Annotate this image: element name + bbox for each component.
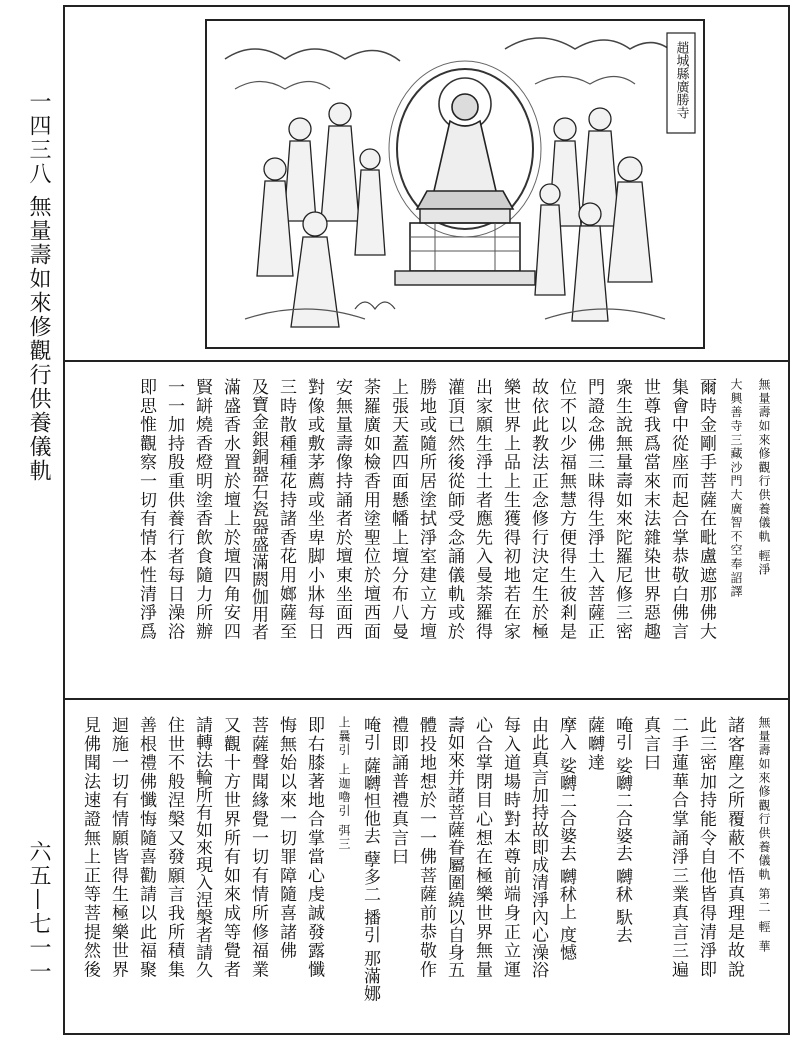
text-column: 由此真言加持故即成清淨內心澡浴: [528, 716, 548, 979]
volume-page-label: [18, 90, 58, 483]
text-column: 安無量壽像持誦者於壇東坐面西: [332, 378, 352, 642]
text-column: 善根禮佛懺悔隨喜勸請以此福聚: [136, 716, 156, 980]
text-column: 又觀十方世界所有如來成等覺者: [220, 716, 240, 980]
text-column: 即右膝著地合掌當心虔誠發露懺: [304, 716, 324, 980]
text-column: 滿盛香水置於壇上於壇四角安四: [220, 378, 240, 642]
text-column: 每入道場時對本尊前端身正立運: [500, 716, 520, 980]
text-column: 悔無始以來一切罪障隨喜諸佛: [276, 716, 296, 961]
volume-title-text: 一四三八 無量壽如來修觀行供養儀軌: [26, 90, 51, 483]
text-column: 禮即誦普禮真言曰: [388, 716, 408, 867]
text-column: 無量壽如來修觀行供養儀軌 輕淨: [757, 378, 771, 577]
text-column: 上曩引 上迦嚕引 弭三: [337, 716, 351, 852]
text-column: 及寶金銀銅器石瓷器盛滿閼伽用者: [248, 378, 268, 641]
text-column: 大興善寺三藏沙門大廣智不空奉詔譯: [729, 378, 743, 599]
text-column: 心合掌閉目心想在極樂世界無量: [472, 716, 492, 980]
text-column: 三時散種種花持諸香花用嫏薩至: [276, 378, 296, 642]
text-column: 位不以少福無慧方便得生彼剎是: [556, 378, 576, 642]
illustration-panel: [65, 7, 788, 362]
text-column: 見佛聞法速證無上正等菩提然後: [80, 716, 100, 980]
text-column: 薩嚩達: [584, 716, 604, 773]
text-column: 故依此教法正念修行決定生於極: [528, 378, 548, 642]
text-column: 門證念佛三昧得生淨土入菩薩正: [584, 378, 604, 642]
upper-text-columns: [126, 378, 770, 682]
text-column: 二手蓮華合掌誦淨三業真言三遍: [668, 716, 688, 980]
text-column: 衆生說無量壽如來陀羅尼修三密: [612, 378, 632, 642]
text-column: 諸客塵之所覆蔽不悟真理是故說: [724, 716, 744, 980]
text-column: 壽如來并諸菩薩眷屬圍繞以自身五: [444, 716, 464, 979]
page-number-label: [18, 840, 58, 984]
scripture-panel-lower: [65, 700, 788, 1033]
text-column: 灌頂已然後從師受念誦儀軌或於: [444, 378, 464, 642]
page-number-text: 六五—七一一: [26, 840, 51, 984]
temple-cartouche-text: 趙城縣廣勝寺: [673, 41, 689, 119]
text-column: 唵引 薩嚩怛他去 孽多二 播引 那滿娜: [360, 716, 380, 1003]
text-column: 樂世界上品上生獲得初地若在家: [500, 378, 520, 642]
text-column: 世尊我爲當來末法雜染世界惡趣: [640, 378, 660, 642]
text-column: 真言曰: [640, 716, 660, 773]
text-column: 無量壽如來修觀行供養儀軌 第二 輕 華: [757, 716, 771, 954]
buddha-assembly-illustration: [205, 19, 705, 349]
text-column: 對像或敷茅薦或坐卑脚小牀每日: [304, 378, 324, 642]
text-column: 一一加持殷重供養行者每日澡浴: [164, 378, 184, 642]
text-column: 住世不般涅槃又發願言我所積集: [164, 716, 184, 980]
text-column: 請轉法輪所有如來現入涅槃者請久: [192, 716, 212, 979]
text-column: 勝地或隨所居塗拭淨室建立方壇: [416, 378, 436, 642]
text-column: 摩入 娑嚩二合婆去 嚩秫上 度憾: [556, 716, 576, 962]
text-column: 體投地想於一一佛菩薩前恭敬作: [416, 716, 436, 980]
lower-text-columns: [70, 716, 770, 1017]
text-column: 唵引 娑嚩二合婆去 嚩秫 馱去: [612, 716, 632, 944]
text-column: 集會中從座而起合掌恭敬白佛言: [668, 378, 688, 642]
text-column: 爾時金剛手菩薩在毗盧遮那佛大: [696, 378, 716, 642]
text-column: 此三密加持能令自他皆得清淨即: [696, 716, 716, 980]
page-frame: [63, 5, 790, 1035]
text-column: 菩薩聲聞緣覺一切有情所修福業: [248, 716, 268, 980]
text-column: 迴施一切有情願皆得生極樂世界: [108, 716, 128, 980]
scripture-panel-upper: [65, 362, 788, 700]
text-column: 荼羅廣如檢香用塗聖位於壇西面: [360, 378, 380, 642]
text-column: 上張天蓋四面懸幡上壇分布八曼: [388, 378, 408, 642]
text-column: 出家願生淨土者應先入曼荼羅得: [472, 378, 492, 642]
text-column: 即思惟觀察一切有情本性清淨爲: [136, 378, 156, 642]
text-column: 賢缾燒香燈明塗香飲食隨力所辦: [192, 378, 212, 642]
